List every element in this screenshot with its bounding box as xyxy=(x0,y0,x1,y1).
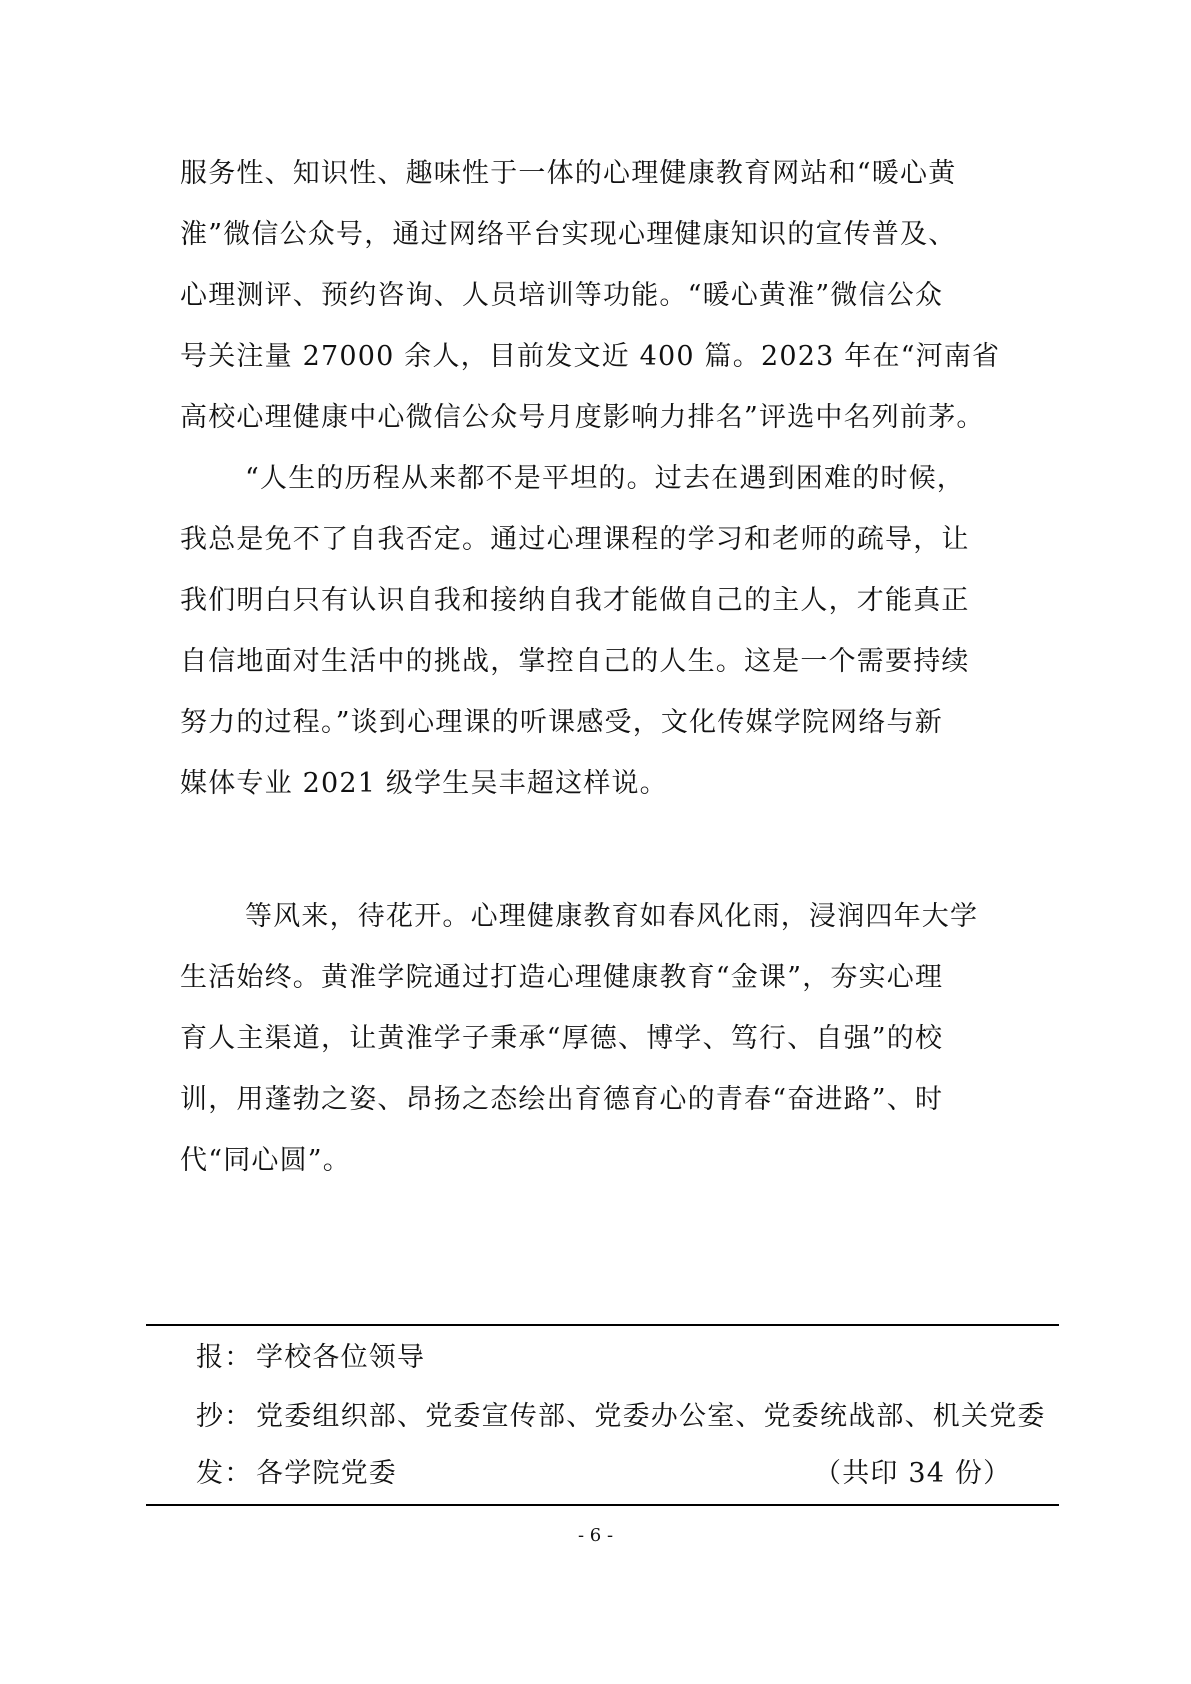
copy-value: 党委组织部、党委宣传部、党委办公室、党委统战部、机关党委 xyxy=(256,1401,1046,1432)
page-number: - 6 - xyxy=(577,1525,614,1546)
paragraph-3-line: 育人主渠道，让黄淮学子秉承“厚德、博学、笃行、自强”的校 xyxy=(180,1023,944,1054)
paragraph-1-line: 号关注量 27000 余人，目前发文近 400 篇。2023 年在“河南省 xyxy=(180,341,1001,372)
paragraph-2-line: 努力的过程。”谈到心理课的听课感受，文化传媒学院网络与新 xyxy=(180,707,943,738)
distribution-top-rule xyxy=(146,1324,1059,1326)
report-label: 报： xyxy=(196,1342,253,1373)
paragraph-2-line: 我总是免不了自我否定。通过心理课程的学习和老师的疏导，让 xyxy=(180,524,970,555)
paragraph-2-line: 媒体专业 2021 级学生吴丰超这样说。 xyxy=(180,768,668,799)
paragraph-3-line: 生活始终。黄淮学院通过打造心理健康教育“金课”，夯实心理 xyxy=(180,962,944,993)
paragraph-1-line: 心理测评、预约咨询、人员培训等功能。“暖心黄淮”微信公众 xyxy=(180,280,944,311)
paragraph-1-line: 淮”微信公众号，通过网络平台实现心理健康知识的宣传普及、 xyxy=(180,219,957,250)
paragraph-3-line: 等风来，待花开。心理健康教育如春风化雨，浸润四年大学 xyxy=(245,901,979,932)
report-value: 学校各位领导 xyxy=(256,1342,426,1373)
distribution-bottom-rule xyxy=(146,1504,1059,1506)
send-value: 各学院党委 xyxy=(256,1458,397,1489)
paragraph-1-line: 高校心理健康中心微信公众号月度影响力排名”评选中名列前茅。 xyxy=(180,402,985,433)
paragraph-2-line: 我们明白只有认识自我和接纳自我才能做自己的主人，才能真正 xyxy=(180,585,970,616)
paragraph-2-line: “人生的历程从来都不是平坦的。过去在遇到困难的时候， xyxy=(245,463,966,494)
paragraph-3-line: 代“同心圆”。 xyxy=(180,1145,352,1176)
paragraph-2-line: 自信地面对生活中的挑战，掌控自己的人生。这是一个需要持续 xyxy=(180,646,970,677)
paragraph-1-line: 服务性、知识性、趣味性于一体的心理健康教育网站和“暖心黄 xyxy=(180,158,957,189)
paragraph-3-line: 训，用蓬勃之姿、昂扬之态绘出育德育心的青春“奋进路”、时 xyxy=(180,1084,944,1115)
copies-count: （共印 34 份） xyxy=(814,1458,1012,1489)
copy-label: 抄： xyxy=(196,1401,253,1432)
send-label: 发： xyxy=(196,1458,253,1489)
